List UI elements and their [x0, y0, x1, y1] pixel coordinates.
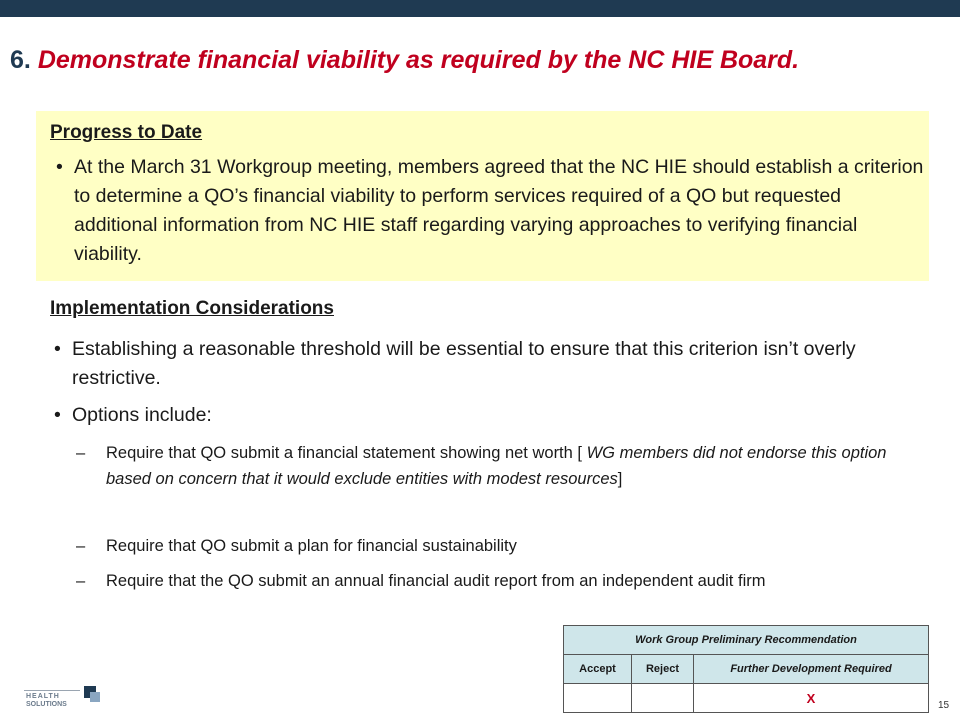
column-further-development: Further Development Required: [694, 655, 929, 684]
option-item-1: [76, 441, 896, 492]
option-item-2: [76, 534, 896, 560]
dash-icon: –: [76, 444, 86, 462]
implementation-bullet-1: [54, 335, 914, 393]
progress-bullet-text: At the March 31 Workgroup meeting, members agreed that the NC HIE should establish a criterion to determine a QO’s financial viability to perform services required of a QO but requested additional information from NC HIE staff regarding varying approaches to verifying financial viability.: [74, 156, 924, 265]
bullet-dot-icon: •: [56, 156, 63, 178]
option-item-3: [76, 569, 836, 595]
value-accept: [564, 684, 632, 713]
implementation-bullet-2-text: Options include:: [72, 404, 212, 426]
option-1-note: WG members did not endorse this option based on concern that it would exclude entities with modest resources: [106, 444, 887, 488]
value-reject: [632, 684, 694, 713]
option-1-text: Require that QO submit a financial statement showing net worth [ WG members did not endorse this option based on concern that it would exclude entities with modest resources]: [106, 444, 887, 488]
dash-icon: –: [76, 572, 86, 590]
recommendation-caption: Work Group Preliminary Recommendation: [564, 626, 929, 655]
slide-title: [10, 44, 950, 76]
nc-health-solutions-logo-icon: [24, 684, 104, 710]
title-number: 6.: [10, 46, 31, 74]
svg-text:SOLUTIONS: SOLUTIONS: [26, 701, 67, 708]
bullet-dot-icon: •: [54, 338, 61, 360]
column-accept: Accept: [564, 655, 632, 684]
progress-bullet: [56, 153, 926, 269]
bullet-dot-icon: •: [54, 404, 61, 426]
top-bar: [0, 0, 960, 17]
page-number: 15: [938, 700, 950, 711]
recommendation-table: [563, 625, 929, 713]
progress-to-date-box: [36, 111, 929, 281]
column-reject: Reject: [632, 655, 694, 684]
implementation-bullet-1-text: Establishing a reasonable threshold will be essential to ensure that this criterion isn’t overly restrictive.: [72, 338, 856, 389]
svg-text:HEALTH: HEALTH: [26, 693, 60, 700]
option-3-text: Require that the QO submit an annual financial audit report from an independent audit firm: [106, 572, 766, 590]
dash-icon: –: [76, 537, 86, 555]
value-further-development: X: [694, 684, 929, 713]
progress-heading: Progress to Date: [50, 122, 203, 143]
implementation-bullet-2: [54, 401, 914, 430]
title-text: Demonstrate financial viability as required by the NC HIE Board.: [37, 46, 800, 74]
implementation-heading: Implementation Considerations: [50, 298, 334, 319]
option-2-text: Require that QO submit a plan for financial sustainability: [106, 537, 517, 555]
